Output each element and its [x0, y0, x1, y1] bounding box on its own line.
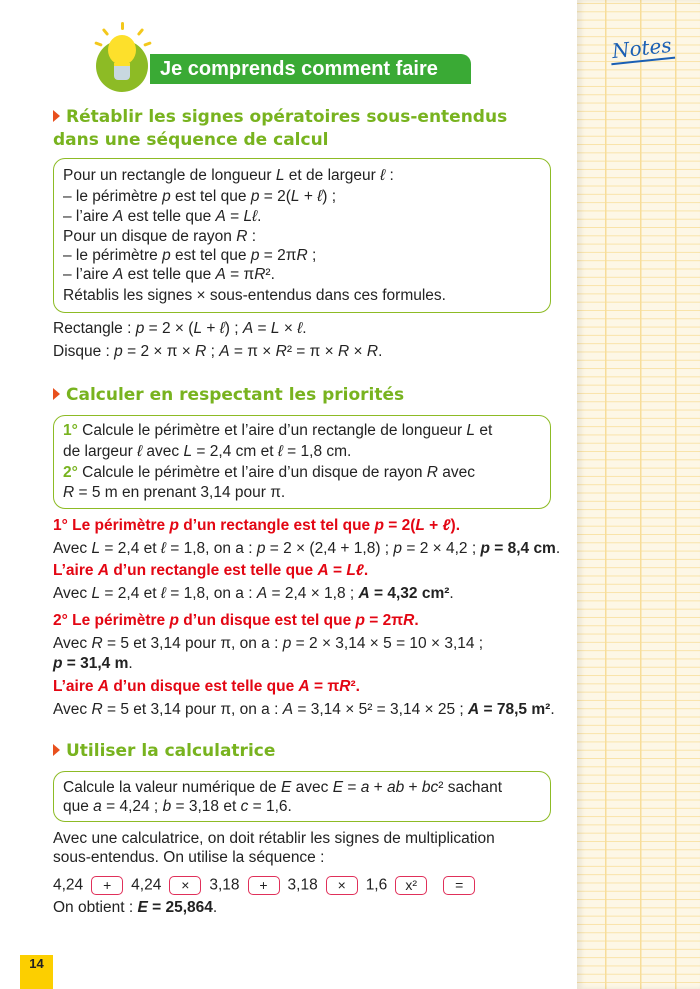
- calculator-sequence: [53, 876, 483, 895]
- text-run: A: [215, 208, 226, 225]
- text-run: p: [250, 247, 260, 264]
- text-run: = 2(: [259, 188, 291, 205]
- text-run: A: [242, 320, 254, 337]
- text-run: A: [282, 701, 294, 718]
- text-run: = 31,4 m: [62, 655, 129, 672]
- heading-signes: [53, 106, 507, 152]
- heading-line: Calculer en respectant les priorités: [66, 385, 405, 405]
- text-run: Lℓ: [243, 208, 258, 225]
- text-run: est tel que: [170, 188, 251, 205]
- calc-number: 4,24: [53, 876, 84, 894]
- text-line: [63, 779, 502, 797]
- text-run: ) ;: [322, 188, 337, 205]
- text-run: p: [250, 188, 260, 205]
- text-run: Avec: [53, 701, 92, 718]
- text-run: Avec une calculatrice, on doit rétablir les signes de multiplication: [53, 830, 495, 847]
- text-run: .: [302, 320, 307, 337]
- text-run: est telle que: [123, 208, 216, 225]
- text-run: Calcule le périmètre et l’aire d’un disque de rayon: [82, 464, 427, 481]
- text-run: Calcule le périmètre et l’aire d’un rectangle de longueur: [82, 422, 467, 439]
- text-run: et de largeur: [284, 167, 381, 184]
- text-run: A: [256, 585, 268, 602]
- text-run: = 2,4 et: [100, 540, 161, 557]
- text-line: [53, 830, 495, 848]
- text-run: = 2,4 cm et: [192, 443, 278, 460]
- text-run: p: [169, 517, 179, 534]
- text-run: L: [466, 422, 476, 439]
- text-run: R: [366, 343, 379, 360]
- text-run: 1°: [63, 422, 83, 439]
- text-run: ;: [307, 247, 317, 264]
- text-run: +: [299, 188, 318, 205]
- text-line: [63, 287, 446, 305]
- text-run: L: [91, 585, 101, 602]
- text-run: R: [254, 266, 266, 283]
- text-run: A: [97, 678, 110, 695]
- text-run: p: [393, 540, 403, 557]
- text-run: Rectangle :: [53, 320, 136, 337]
- text-run: = 5 et 3,14 pour π, on a :: [102, 701, 283, 718]
- text-run: =: [343, 779, 361, 796]
- text-run: = π ×: [229, 343, 276, 360]
- text-run: est telle que: [123, 266, 216, 283]
- text-run: d’un rectangle est tel que: [178, 517, 375, 534]
- text-run: L’aire: [53, 562, 98, 579]
- text-run: A: [219, 343, 230, 360]
- text-line: [53, 655, 133, 673]
- text-run: R: [195, 343, 207, 360]
- text-run: ² = π ×: [286, 343, 338, 360]
- calc-number: 4,24: [131, 876, 162, 894]
- text-run: ×: [279, 320, 298, 337]
- text-run: = 5 et 3,14 pour π, on a :: [102, 635, 283, 652]
- calculator-key: +: [91, 876, 123, 895]
- section-header: Je comprends comment faire: [150, 54, 471, 84]
- text-run: Avec: [53, 635, 92, 652]
- text-run: = 1,8, on a :: [165, 585, 257, 602]
- calculator-key: x²: [395, 876, 427, 895]
- text-run: R: [296, 247, 308, 264]
- text-run: p: [256, 540, 266, 557]
- text-run: = 2 × (2,4 + 1,8) ;: [265, 540, 394, 557]
- text-line: [63, 167, 394, 185]
- text-run: A: [358, 585, 370, 602]
- text-run: :: [385, 167, 394, 184]
- calculator-key: ×: [326, 876, 358, 895]
- text-line: [53, 849, 324, 867]
- text-run: p: [355, 612, 365, 629]
- text-run: = 2 × 4,2 ;: [402, 540, 481, 557]
- text-line: [53, 562, 368, 580]
- text-run: =: [225, 208, 244, 225]
- text-run: ²: [265, 266, 271, 283]
- text-run: = 3,18 et: [171, 798, 241, 815]
- text-run: L: [270, 320, 280, 337]
- text-run: ℓ: [277, 443, 283, 460]
- text-run: et: [475, 422, 493, 439]
- heading-line: Rétablir les signes opératoires sous-entendus: [66, 107, 508, 127]
- text-run: .: [212, 899, 218, 916]
- text-run: R: [236, 228, 248, 245]
- text-run: = 4,32 cm²: [369, 585, 450, 602]
- text-run: Calcule la valeur numérique de: [63, 779, 281, 796]
- text-run: R: [91, 635, 103, 652]
- text-run: p: [282, 635, 292, 652]
- text-run: R: [426, 464, 438, 481]
- calc-number: 3,18: [287, 876, 318, 894]
- text-run: ℓ: [137, 443, 143, 460]
- text-run: L: [415, 517, 425, 534]
- text-run: p: [53, 655, 63, 672]
- text-run: b: [162, 798, 172, 815]
- text-run: L: [275, 167, 285, 184]
- text-run: L: [290, 188, 300, 205]
- text-run: .: [378, 343, 383, 360]
- text-run: A: [215, 266, 226, 283]
- text-run: ℓ: [317, 188, 323, 205]
- text-run: R: [275, 343, 287, 360]
- text-run: sous-entendus. On utilise la séquence :: [53, 849, 325, 866]
- calc-number: 1,6: [365, 876, 388, 894]
- text-run: = 4,24 ;: [101, 798, 163, 815]
- text-run: 2°: [63, 464, 83, 481]
- text-run: .: [414, 612, 419, 629]
- text-line: [63, 464, 475, 482]
- text-run: R: [403, 612, 415, 629]
- text-run: = 1,8 cm.: [282, 443, 352, 460]
- triangle-bullet-icon: [53, 744, 60, 756]
- text-run: = 2(: [383, 517, 416, 534]
- text-line: [53, 899, 217, 917]
- text-line: [53, 517, 460, 535]
- text-run: .: [128, 655, 133, 672]
- text-run: Pour un rectangle de longueur: [63, 167, 276, 184]
- text-run: avec: [437, 464, 476, 481]
- text-line: [63, 266, 275, 284]
- text-run: = 1,6.: [248, 798, 292, 815]
- heading-line: Utiliser la calculatrice: [66, 741, 276, 761]
- text-run: ×: [349, 343, 367, 360]
- text-run: = 25,864: [147, 899, 213, 916]
- text-run: a: [360, 779, 370, 796]
- text-run: E: [280, 779, 292, 796]
- text-run: =: [253, 320, 271, 337]
- text-run: 2° Le périmètre: [53, 612, 170, 629]
- heading-priorites: [53, 384, 404, 407]
- text-line: [63, 247, 316, 265]
- text-run: que: [63, 798, 94, 815]
- text-run: = 1,8, on a :: [165, 540, 257, 557]
- triangle-bullet-icon: [53, 110, 60, 122]
- text-line: [63, 228, 256, 246]
- text-run: – l’aire: [63, 208, 113, 225]
- text-line: [53, 585, 454, 603]
- text-run: p: [135, 320, 145, 337]
- text-line: [53, 678, 360, 696]
- text-run: = 5 m en prenant 3,14 pour π.: [74, 484, 286, 501]
- text-run: A: [317, 562, 329, 579]
- text-run: .: [355, 678, 360, 695]
- text-run: .: [257, 208, 262, 225]
- text-run: Pour un disque de rayon: [63, 228, 237, 245]
- text-line: [63, 422, 492, 440]
- heading-calculatrice: [53, 740, 275, 763]
- text-run: ℓ: [297, 320, 303, 337]
- text-run: ℓ: [160, 540, 166, 557]
- text-run: +: [424, 517, 443, 534]
- text-run: ℓ: [442, 517, 451, 534]
- text-run: 1° Le périmètre: [53, 517, 170, 534]
- text-run: avec: [291, 779, 333, 796]
- text-run: = π: [225, 266, 255, 283]
- text-run: Avec: [53, 540, 92, 557]
- text-run: = 2 × (: [144, 320, 194, 337]
- text-line: [63, 208, 261, 226]
- calculator-key: =: [443, 876, 475, 895]
- text-run: R: [339, 678, 351, 695]
- notes-title: Notes: [609, 33, 675, 66]
- text-run: d’un disque est telle que: [109, 678, 299, 695]
- text-line: [63, 798, 292, 816]
- text-run: p: [162, 247, 171, 264]
- text-run: = 78,5 m²: [479, 701, 551, 718]
- text-run: On obtient :: [53, 899, 138, 916]
- text-run: ℓ: [219, 320, 225, 337]
- text-line: [53, 320, 307, 338]
- calculator-key: ×: [169, 876, 201, 895]
- text-line: [53, 343, 382, 361]
- text-run: p: [480, 540, 490, 557]
- text-run: – le périmètre: [63, 188, 163, 205]
- text-run: sachant: [443, 779, 503, 796]
- text-run: ²: [350, 678, 356, 695]
- text-run: = 2 × π ×: [122, 343, 196, 360]
- text-run: E: [332, 779, 344, 796]
- text-run: p: [162, 188, 171, 205]
- text-run: .: [555, 540, 561, 557]
- text-run: A: [298, 678, 310, 695]
- text-run: =: [328, 562, 347, 579]
- text-run: R: [338, 343, 350, 360]
- text-run: ).: [450, 517, 460, 534]
- text-run: R: [63, 484, 75, 501]
- text-run: .: [363, 562, 369, 579]
- text-line: [63, 484, 285, 502]
- text-run: = 2π: [364, 612, 404, 629]
- text-run: L’aire: [53, 678, 98, 695]
- text-run: A: [468, 701, 480, 718]
- text-run: Rétablis les signes × sous-entendus dans ces formules.: [63, 287, 446, 304]
- text-run: c: [240, 798, 249, 815]
- text-run: a: [93, 798, 102, 815]
- text-run: = 2π: [259, 247, 297, 264]
- text-run: ℓ: [160, 585, 166, 602]
- page-number: 14: [20, 955, 53, 989]
- text-run: avec: [142, 443, 184, 460]
- text-run: d’un disque est tel que: [178, 612, 356, 629]
- text-run: ℓ: [380, 167, 386, 184]
- text-run: .: [449, 585, 454, 602]
- text-run: ²: [438, 779, 444, 796]
- text-line: [53, 635, 483, 653]
- text-run: :: [247, 228, 257, 245]
- text-run: A: [112, 266, 124, 283]
- text-run: = 2,4 × 1,8 ;: [267, 585, 359, 602]
- text-run: p: [374, 517, 384, 534]
- calc-number: 3,18: [209, 876, 240, 894]
- text-run: L: [193, 320, 203, 337]
- notes-margin: [577, 0, 700, 989]
- text-run: ;: [206, 343, 220, 360]
- text-run: +: [404, 779, 422, 796]
- text-run: bc: [421, 779, 439, 796]
- text-run: = 2,4 et: [100, 585, 161, 602]
- text-run: – l’aire: [63, 266, 113, 283]
- text-run: Disque :: [53, 343, 115, 360]
- text-run: R: [91, 701, 103, 718]
- text-run: p: [114, 343, 123, 360]
- text-run: +: [369, 779, 387, 796]
- calculator-key: +: [248, 876, 280, 895]
- text-line: [53, 540, 560, 558]
- text-run: Avec: [53, 585, 92, 602]
- triangle-bullet-icon: [53, 388, 60, 400]
- text-run: – le périmètre: [63, 247, 163, 264]
- text-line: [53, 701, 555, 719]
- text-run: ab: [387, 779, 405, 796]
- text-run: .: [550, 701, 555, 718]
- text-run: .: [270, 266, 275, 283]
- text-run: p: [169, 612, 179, 629]
- text-run: est tel que: [170, 247, 251, 264]
- text-run: = π: [309, 678, 340, 695]
- text-run: de largeur: [63, 443, 138, 460]
- text-run: A: [97, 562, 110, 579]
- text-run: L: [183, 443, 193, 460]
- text-run: Lℓ: [346, 562, 364, 579]
- text-run: L: [91, 540, 101, 557]
- text-run: = 3,14 × 5² = 3,14 × 25 ;: [293, 701, 469, 718]
- text-run: E: [137, 899, 148, 916]
- text-run: = 2 × 3,14 × 5 = 10 × 3,14 ;: [291, 635, 484, 652]
- text-line: [63, 443, 351, 461]
- text-line: [53, 612, 419, 630]
- text-run: ) ;: [224, 320, 243, 337]
- text-run: A: [112, 208, 124, 225]
- text-run: +: [202, 320, 220, 337]
- heading-line: dans une séquence de calcul: [53, 130, 329, 150]
- text-line: [63, 188, 336, 206]
- text-run: d’un rectangle est telle que: [109, 562, 318, 579]
- text-run: = 8,4 cm: [489, 540, 556, 557]
